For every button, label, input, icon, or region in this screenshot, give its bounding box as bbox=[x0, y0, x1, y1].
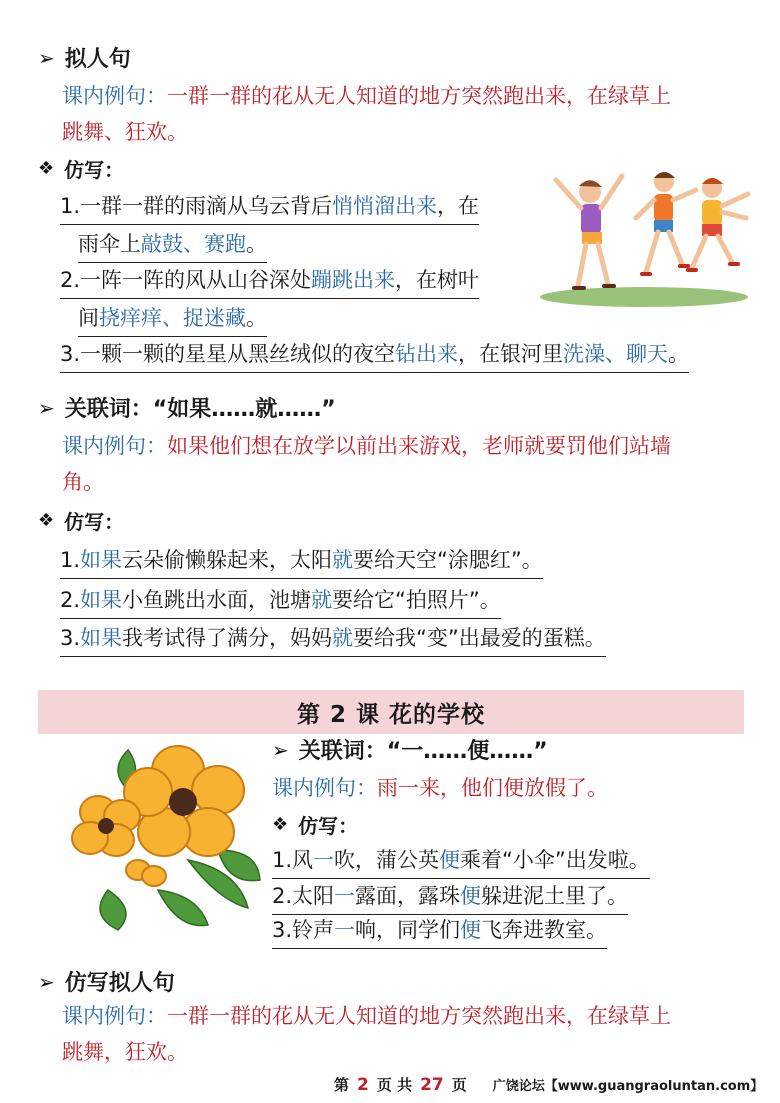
highlight-word: 一 bbox=[334, 884, 356, 908]
highlight-word: 蹦跳出来 bbox=[311, 268, 396, 292]
imitation-line bbox=[272, 880, 628, 915]
arrow-bullet-icon: ➢ bbox=[38, 395, 55, 420]
page-total: 27 bbox=[420, 1075, 444, 1095]
imitation-line bbox=[78, 302, 267, 337]
example-sentence bbox=[272, 770, 608, 806]
section-personification-heading bbox=[38, 42, 131, 73]
lesson-title-bar bbox=[38, 690, 744, 734]
example-text-cont: 跳舞，狂欢。 bbox=[62, 1040, 188, 1064]
line-text: 云朵偷懒躲起来，太阳 bbox=[122, 548, 333, 572]
example-text-cont: 角。 bbox=[62, 470, 104, 494]
line-text: 要给天空“涂腮红”。 bbox=[353, 548, 543, 572]
highlight-word: 悄悄溜出来 bbox=[332, 194, 438, 218]
imitation-line bbox=[60, 264, 479, 299]
highlight-word: 钻出来 bbox=[395, 342, 459, 366]
highlight-word: 敲鼓、赛跑 bbox=[141, 232, 246, 256]
line-text: 1. bbox=[60, 548, 81, 572]
line-text: 1.风 bbox=[272, 848, 314, 872]
running-kids-illustration bbox=[536, 160, 752, 310]
highlight-word: 如果 bbox=[80, 626, 123, 650]
highlight-word: 便 bbox=[460, 884, 482, 908]
imitation-line bbox=[272, 914, 607, 949]
example-text: 雨一来，他们便放假了。 bbox=[377, 776, 608, 800]
example-text: 如果他们想在放学以前出来游戏，老师就要罚他们站墙 bbox=[167, 434, 671, 458]
site-watermark: 广饶论坛【www.guangraoluntan.com】 bbox=[492, 1079, 764, 1094]
line-text: 。 bbox=[668, 342, 690, 366]
line-text: 2.一阵一阵的风从山谷深处 bbox=[60, 268, 312, 292]
imitation-line bbox=[78, 228, 267, 263]
line-text: 乘着“小伞”出发啦。 bbox=[460, 848, 650, 872]
line-text: 要给它“拍照片”。 bbox=[332, 588, 501, 612]
example-label: 课内例句： bbox=[62, 84, 167, 108]
line-text: 3.一颗一颗的星星从黑丝绒似的夜空 bbox=[60, 342, 396, 366]
line-text: ，在树叶 bbox=[395, 268, 480, 292]
line-text: 3. bbox=[60, 626, 81, 650]
page-prefix: 第 bbox=[334, 1076, 350, 1094]
highlight-word: 就 bbox=[311, 588, 333, 612]
line-text: 2. bbox=[60, 588, 81, 612]
example-text: 一群一群的花从无人知道的地方突然跑出来，在绿草上 bbox=[167, 84, 671, 108]
page-footer bbox=[334, 1074, 763, 1095]
imitate-label: 仿写： bbox=[64, 158, 125, 182]
imitate-label: 仿写： bbox=[298, 814, 359, 838]
diamond-bullet-icon: ❖ bbox=[38, 158, 55, 179]
imitation-line bbox=[60, 584, 501, 619]
imitation-line bbox=[60, 622, 606, 657]
line-text: 要给我“变”出最爱的蛋糕。 bbox=[353, 626, 606, 650]
highlight-word: 便 bbox=[460, 918, 482, 942]
imitation-line bbox=[60, 338, 689, 373]
line-text: 飞奔进教室。 bbox=[481, 918, 608, 942]
line-text: 我考试得了满分，妈妈 bbox=[122, 626, 333, 650]
highlight-word: 一 bbox=[334, 918, 356, 942]
page-mid: 页 共 bbox=[376, 1076, 413, 1094]
highlight-word: 一 bbox=[313, 848, 335, 872]
line-text: 小鱼跳出水面，池塘 bbox=[122, 588, 312, 612]
line-text: 吹，蒲公英 bbox=[334, 848, 440, 872]
example-label: 课内例句： bbox=[62, 434, 167, 458]
arrow-bullet-icon: ➢ bbox=[272, 737, 289, 762]
example-sentence bbox=[62, 998, 752, 1070]
line-text: 露面，露珠 bbox=[355, 884, 461, 908]
section-imitate-personification-heading bbox=[38, 966, 175, 997]
section-conjunction-heading bbox=[38, 392, 336, 423]
example-label: 课内例句： bbox=[272, 776, 377, 800]
line-text: 响，同学们 bbox=[355, 918, 461, 942]
yellow-flower-illustration bbox=[68, 740, 268, 936]
example-text: 一群一群的花从无人知道的地方突然跑出来，在绿草上 bbox=[167, 1004, 671, 1028]
highlight-word: 如果 bbox=[80, 588, 123, 612]
section-title: 拟人句 bbox=[64, 47, 131, 72]
highlight-word: 便 bbox=[439, 848, 461, 872]
example-sentence bbox=[62, 78, 752, 150]
example-sentence bbox=[62, 428, 752, 500]
diamond-bullet-icon: ❖ bbox=[38, 510, 55, 531]
line-text: 雨伞上 bbox=[78, 232, 141, 256]
highlight-word: 洗澡、聊天 bbox=[563, 342, 669, 366]
example-label: 课内例句： bbox=[62, 1004, 167, 1028]
line-text: ，在 bbox=[437, 194, 480, 218]
section-conjunction2-heading bbox=[272, 734, 548, 765]
line-text: 2.太阳 bbox=[272, 884, 335, 908]
highlight-word: 就 bbox=[332, 548, 354, 572]
line-text: ，在银河里 bbox=[458, 342, 564, 366]
arrow-bullet-icon: ➢ bbox=[38, 45, 55, 70]
imitate-heading bbox=[272, 810, 358, 839]
line-text: 。 bbox=[246, 306, 267, 330]
imitation-line bbox=[272, 844, 650, 879]
section-title: 关联词：“如果……就……” bbox=[64, 397, 336, 422]
example-text-cont: 跳舞、狂欢。 bbox=[62, 120, 188, 144]
lesson-title: 第 2 课 花的学校 bbox=[296, 701, 486, 728]
line-text: 。 bbox=[246, 232, 267, 256]
section-title: 关联词：“一……便……” bbox=[298, 739, 548, 764]
imitate-heading bbox=[38, 154, 124, 183]
arrow-bullet-icon: ➢ bbox=[38, 969, 55, 994]
line-text: 躲进泥土里了。 bbox=[481, 884, 629, 908]
imitation-line bbox=[60, 190, 479, 225]
section-title: 仿写拟人句 bbox=[64, 971, 175, 996]
page-number: 2 bbox=[357, 1075, 369, 1095]
diamond-bullet-icon: ❖ bbox=[272, 814, 289, 835]
line-text: 间 bbox=[78, 306, 99, 330]
highlight-word: 挠痒痒、捉迷藏 bbox=[99, 306, 246, 330]
highlight-word: 就 bbox=[332, 626, 354, 650]
page-suffix: 页 bbox=[451, 1076, 467, 1094]
imitate-heading bbox=[38, 506, 124, 535]
line-text: 1.一群一群的雨滴从乌云背后 bbox=[60, 194, 333, 218]
imitate-label: 仿写： bbox=[64, 510, 125, 534]
line-text: 3.铃声 bbox=[272, 918, 335, 942]
imitation-line bbox=[60, 544, 543, 579]
highlight-word: 如果 bbox=[80, 548, 123, 572]
